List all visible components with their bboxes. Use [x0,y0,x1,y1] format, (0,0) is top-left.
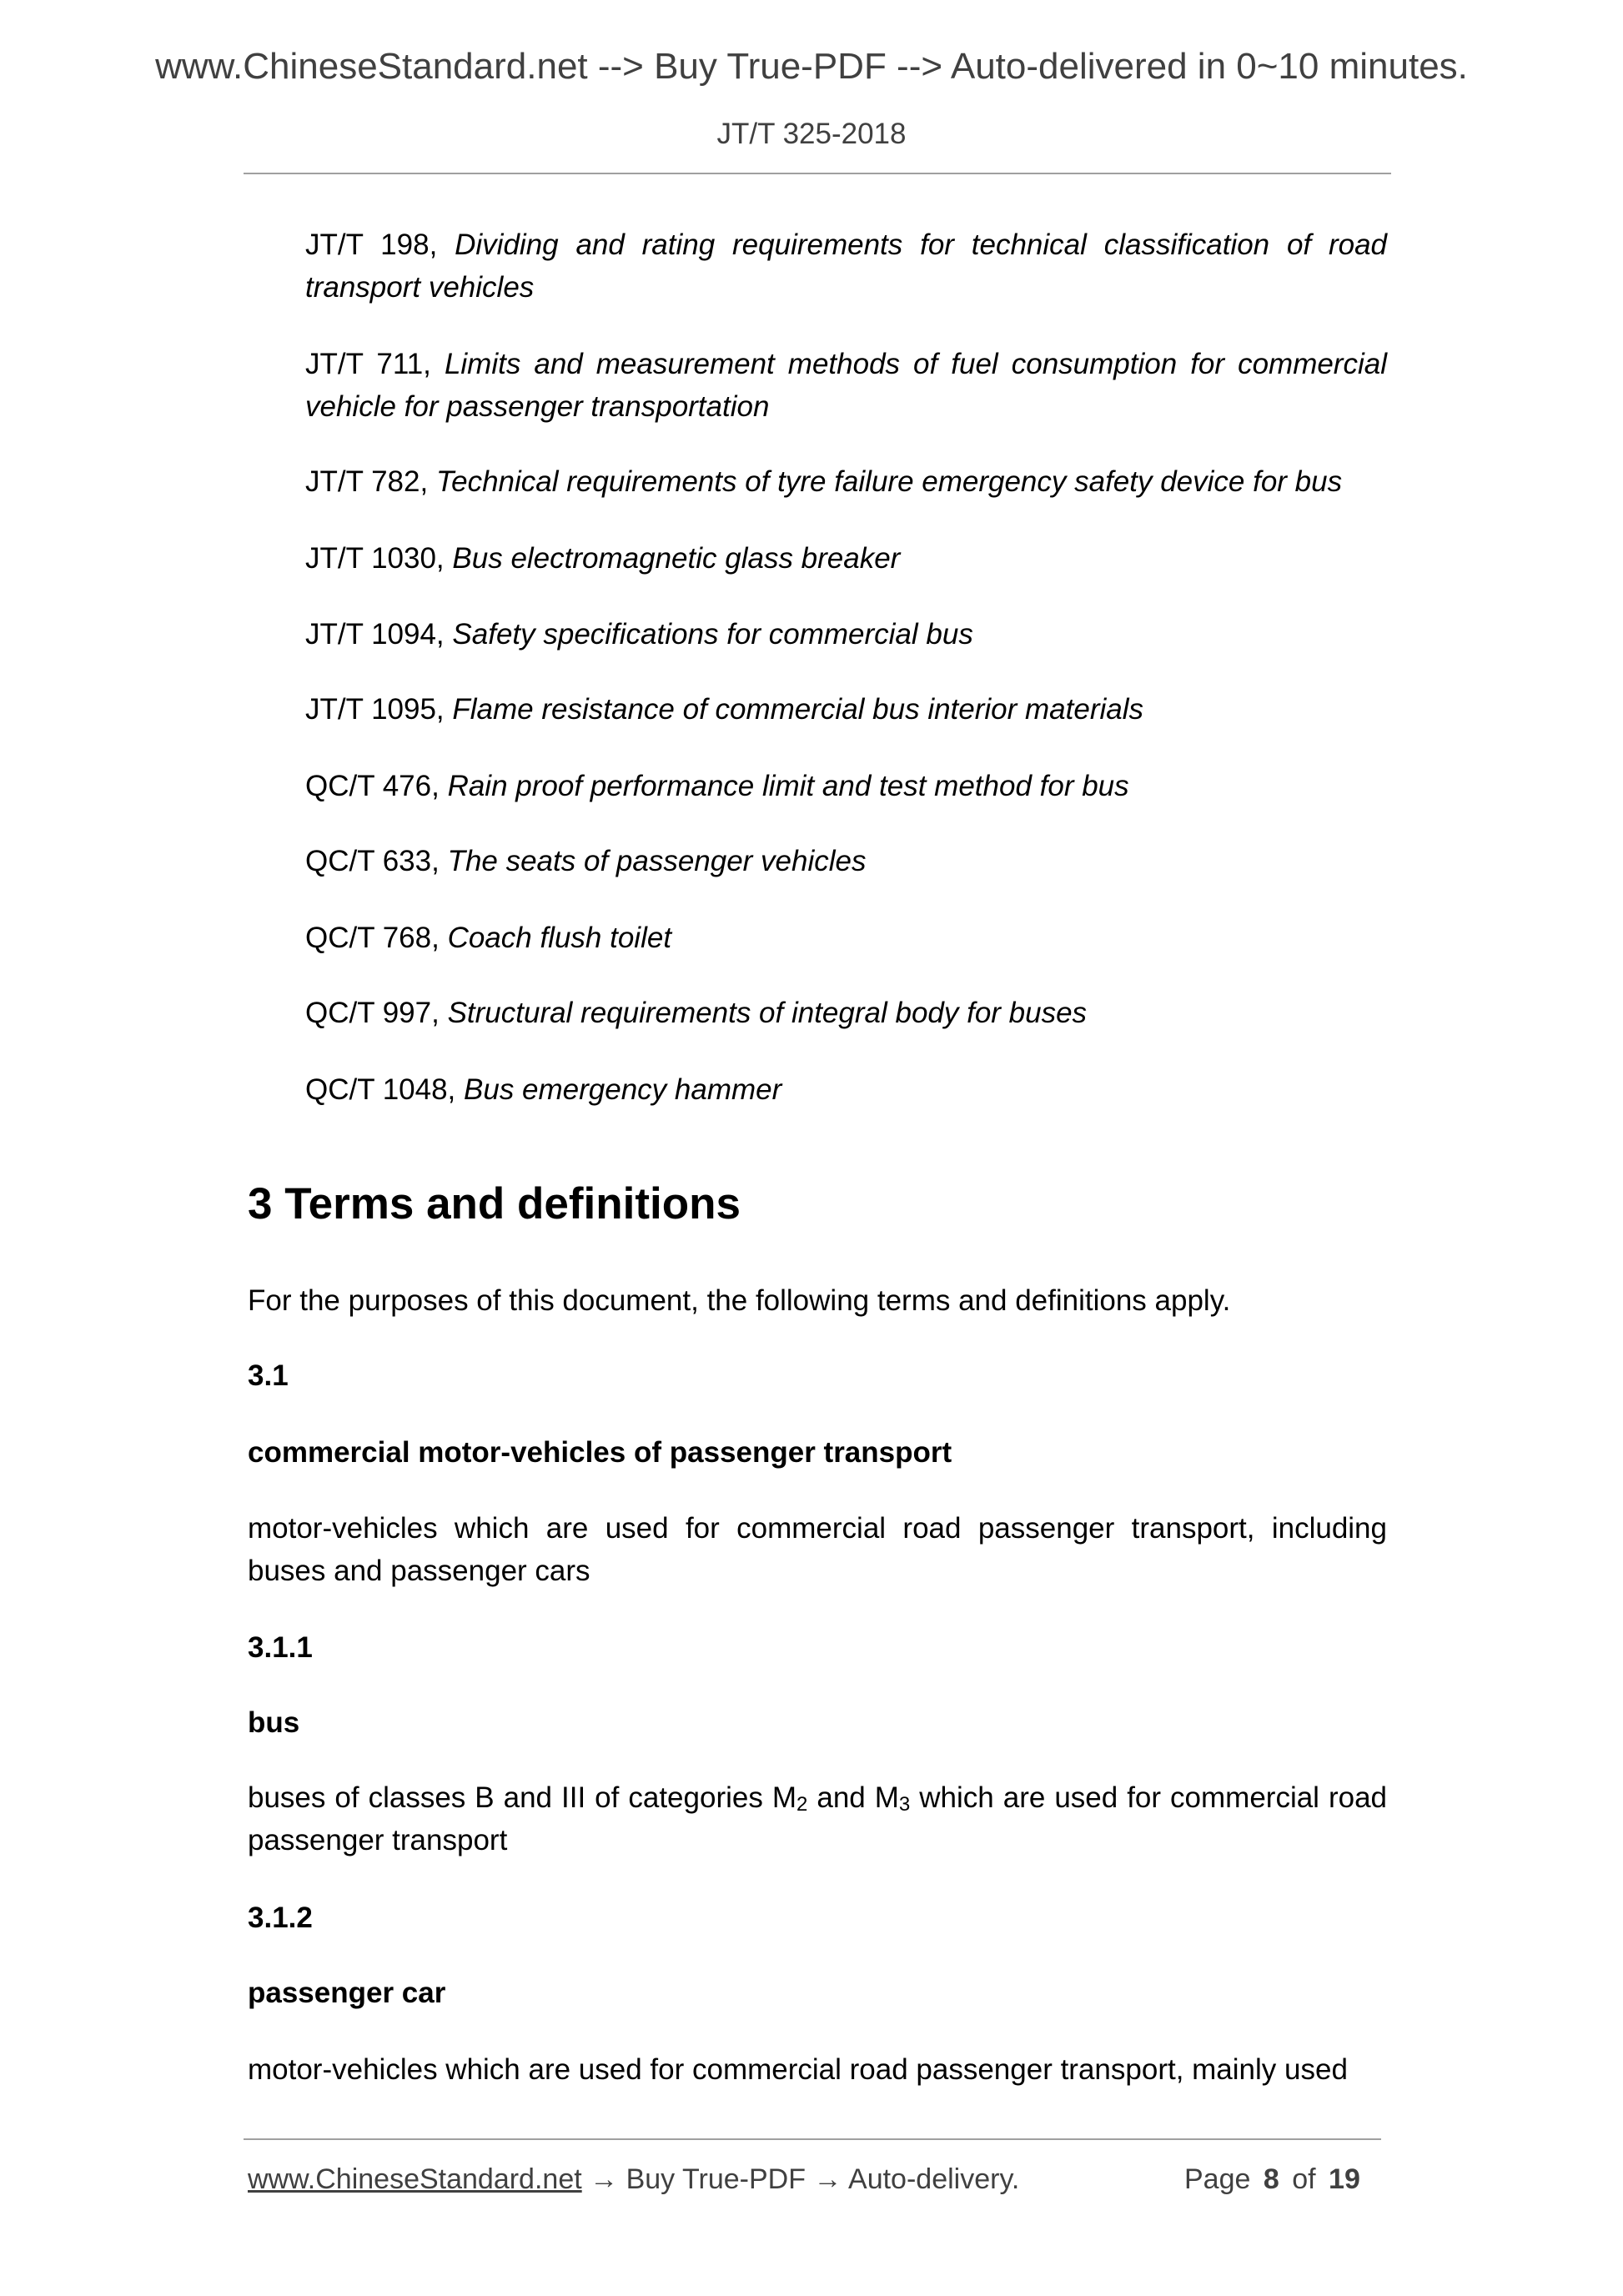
term-name-text: commercial motor-vehicles of passenger transport [248,1436,952,1469]
ref-code: JT/T 711, [305,348,431,380]
term-name [248,1701,1387,1744]
reference-item [305,1068,1387,1111]
ref-code: JT/T 1095, [305,693,445,726]
term-number-text: 3.1.2 [248,1902,313,1934]
ref-title: Coach flush toilet [447,922,672,954]
def-text: which are used for commercial road passenger transport [248,1781,1388,1856]
term-definition [248,1776,1387,1861]
ref-code: QC/T 1048, [305,1073,456,1106]
header-banner: www.ChineseStandard.net --> Buy True-PDF --> Auto-delivered in 0~10 minutes. [155,46,1468,87]
subscript: 2 [796,1793,808,1816]
section-heading: 3 Terms and definitions [248,1179,741,1228]
def-text: and M [807,1781,899,1814]
term-number [248,1354,1387,1397]
ref-title: Bus electromagnetic glass breaker [452,542,901,575]
term-name [248,1431,1387,1474]
ref-title: The seats of passenger vehicles [447,845,867,877]
ref-title: Rain proof performance limit and test method for bus [447,770,1129,802]
footer-delivery: Auto-delivery. [848,2163,1020,2195]
ref-code: JT/T 782, [305,465,429,498]
page-label: Page [1184,2163,1251,2195]
term-number [248,1626,1387,1669]
header-divider [244,173,1391,174]
reference-item [305,537,1387,580]
term-definition: motor-vehicles which are used for commercial road passenger transport, mainly used [248,2053,1348,2086]
ref-title: Bus emergency hammer [464,1073,782,1106]
subscript: 3 [898,1793,911,1816]
arrow-icon: → [813,2163,842,2195]
reference-item [305,613,1387,656]
ref-title: Structural requirements of integral body for buses [447,997,1088,1029]
ref-title: Limits and measurement methods of fuel consumption for commercial vehicle for passenger transportation [305,348,1387,423]
ref-title: Safety specifications for commercial bus [452,618,973,651]
reference-item [305,765,1387,807]
reference-item [305,688,1387,731]
footer-buy: Buy True-PDF [626,2163,806,2195]
footer-left [248,2159,1019,2199]
term-name-text: passenger car [248,1977,446,2009]
doc-code: JT/T 325-2018 [716,118,907,150]
ref-title: Flame resistance of commercial bus interior materials [452,693,1144,726]
footer-link[interactable]: www.ChineseStandard.net [248,2163,582,2195]
term-name [248,1972,1387,2014]
reference-item [305,343,1387,428]
ref-code: QC/T 476, [305,770,440,802]
term-name-text: bus [248,1706,300,1739]
term-number-text: 3.1.1 [248,1631,313,1664]
ref-title: Technical requirements of tyre failure emergency safety device for bus [435,465,1343,498]
section-intro: For the purposes of this document, the following terms and definitions apply. [248,1284,1231,1317]
page-number [1184,2159,1360,2199]
term-number-text: 3.1 [248,1359,289,1392]
reference-item [305,840,1387,882]
ref-code: QC/T 633, [305,845,440,877]
ref-code: JT/T 1094, [305,618,445,651]
ref-code: QC/T 768, [305,922,440,954]
ref-code: JT/T 198, [305,229,438,261]
term-number [248,1897,1387,1939]
of-label: of [1292,2163,1316,2195]
reference-item [305,992,1387,1034]
ref-code: JT/T 1030, [305,542,445,575]
footer-divider [244,2138,1381,2140]
term-definition: motor-vehicles which are used for commercial road passenger transport, including buses and passenger cars [248,1512,1387,1587]
arrow-icon: → [590,2163,619,2195]
ref-code: QC/T 997, [305,997,440,1029]
reference-item [305,224,1387,309]
def-text: buses of classes B and III of categories M [248,1781,796,1814]
total-pages: 19 [1329,2163,1360,2195]
ref-title: Dividing and rating requirements for technical classification of road transport vehicles [305,229,1387,304]
current-page: 8 [1263,2163,1279,2195]
reference-item [305,460,1387,503]
reference-item [305,917,1387,959]
